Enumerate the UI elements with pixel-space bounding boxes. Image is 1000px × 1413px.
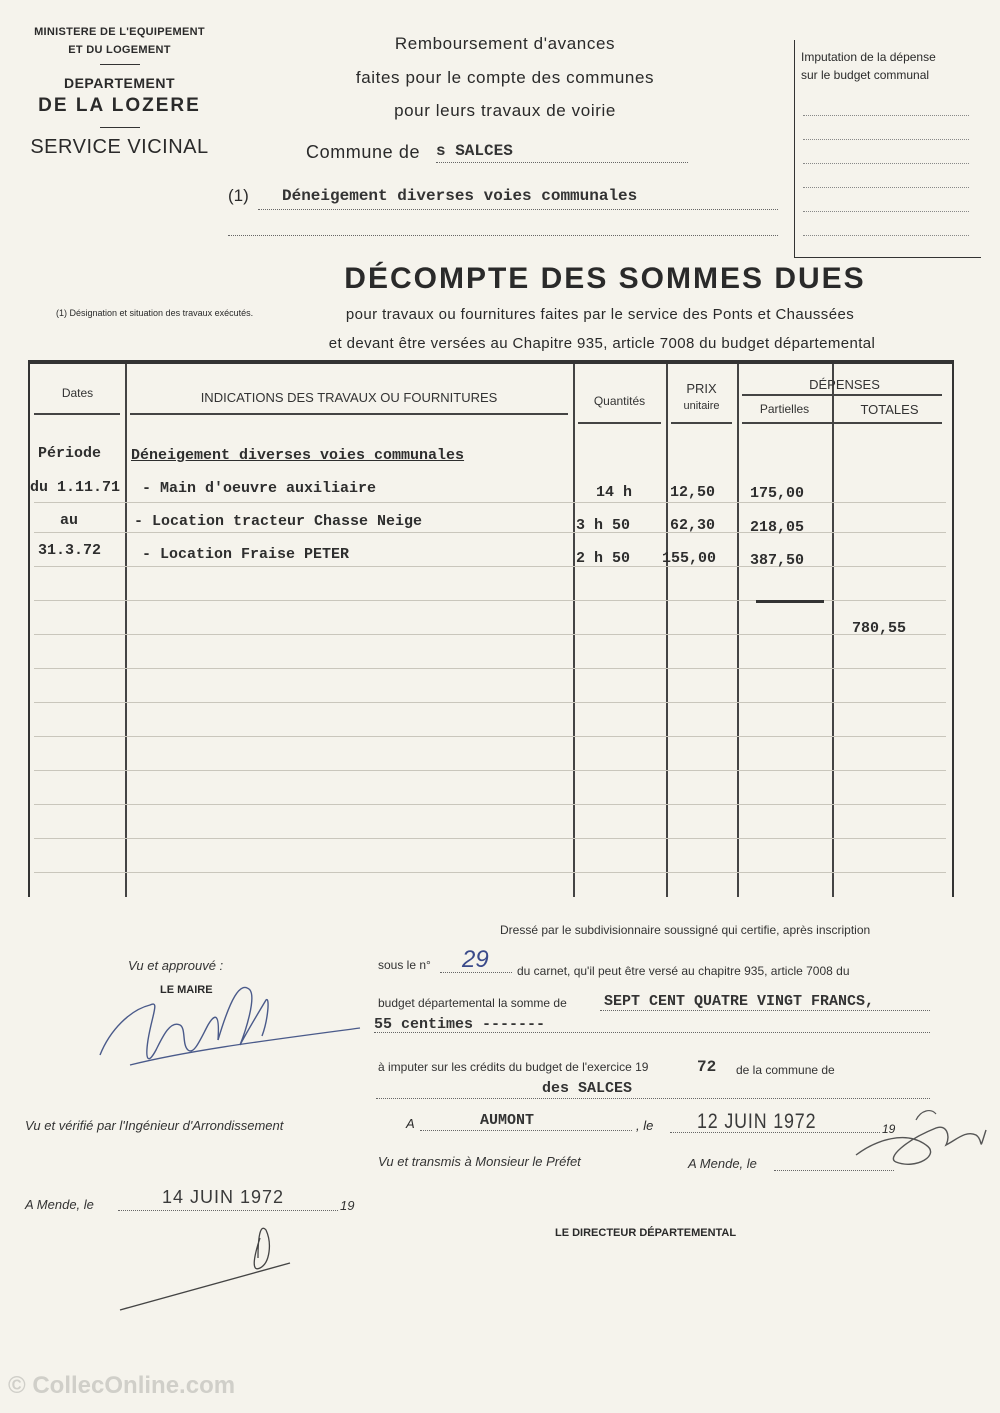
row-indication: - Location Fraise PETER xyxy=(142,546,350,563)
vu-approuve: Vu et approuvé : xyxy=(128,958,224,973)
row-prix: 12,50 xyxy=(670,484,716,501)
expenses-table xyxy=(28,360,954,897)
row-prix: 155,00 xyxy=(662,550,717,567)
row-partielle: 218,05 xyxy=(750,519,805,536)
amount-words: SEPT CENT QUATRE VINGT FRANCS, xyxy=(604,993,875,1010)
header-line3: pour leurs travaux de voirie xyxy=(394,101,616,120)
budget-label: budget départemental la somme de xyxy=(378,996,567,1010)
ruling xyxy=(34,838,946,839)
amount-words-2: 55 centimes ------- xyxy=(374,1016,546,1033)
header-prix: PRIX xyxy=(686,381,717,396)
row-date: au xyxy=(60,512,79,529)
service-label: SERVICE VICINAL xyxy=(30,136,209,158)
ministry-block xyxy=(22,26,217,159)
ruling xyxy=(34,736,946,737)
col-divider xyxy=(573,364,575,897)
signature-directeur xyxy=(846,1100,996,1180)
commune-dotline xyxy=(436,162,688,163)
imputation-line xyxy=(803,138,969,140)
carnet-number: 29 xyxy=(462,946,489,973)
departement-label: DEPARTEMENT xyxy=(63,75,176,91)
imputation-line xyxy=(803,114,969,116)
left-date-stamp: 14 JUIN 1972 xyxy=(162,1187,285,1207)
ruling xyxy=(34,702,946,703)
grand-total: 780,55 xyxy=(852,620,907,637)
row-quantite: 2 h 50 xyxy=(576,550,631,567)
header-rule xyxy=(671,422,732,424)
commune-de-label: de la commune de xyxy=(736,1063,835,1077)
watermark: © CollecOnline.com xyxy=(8,1372,236,1399)
header-rule xyxy=(130,413,568,415)
imputation-bottom-rule xyxy=(795,257,981,259)
cert-sous-le-no: sous le n° xyxy=(378,958,431,972)
ministry-line2: ET DU LOGEMENT xyxy=(68,44,171,56)
header-rule xyxy=(34,413,120,415)
lozere-label: DE LA LOZERE xyxy=(38,95,201,116)
row-date: Période xyxy=(38,445,102,462)
subtitle-line1: pour travaux ou fournitures faites par le service des Ponts et Chaussées xyxy=(345,306,855,323)
header-rule xyxy=(578,422,661,424)
cert-line2: du carnet, qu'il peut être versé au chapitre 935, article 7008 du xyxy=(517,964,850,978)
signature-maire xyxy=(90,970,370,1080)
row-date: du 1.11.71 xyxy=(30,479,121,496)
row-indication: - Location tracteur Chasse Neige xyxy=(134,513,423,530)
header-depenses: DÉPENSES xyxy=(809,377,880,392)
ministry-line1: MINISTERE DE L'EQUIPEMENT xyxy=(34,26,205,38)
row-quantite: 14 h xyxy=(596,484,633,501)
header-line2: faites pour le compte des communes xyxy=(355,68,655,87)
commune-dotline-2 xyxy=(376,1098,930,1099)
footnote: (1) Désignation et situation des travaux exécutés. xyxy=(56,308,254,318)
cert-commune: des SALCES xyxy=(542,1080,633,1097)
row-quantite: 3 h 50 xyxy=(576,517,631,534)
signature-ingenieur xyxy=(110,1218,310,1318)
subtotal-rule xyxy=(756,600,824,603)
works-value: Déneigement diverses voies communales xyxy=(282,187,638,205)
le-maire: LE MAIRE xyxy=(160,984,213,996)
ruling xyxy=(34,770,946,771)
imputer-label: à imputer sur les crédits du budget de l'exercice 19 xyxy=(378,1060,649,1074)
document-title: DÉCOMPTE DES SOMMES DUES xyxy=(344,262,866,295)
imputation-box xyxy=(794,40,981,258)
works-dotline xyxy=(258,209,778,210)
row-indication: - Main d'oeuvre auxiliaire xyxy=(142,480,377,497)
works-dotline-2 xyxy=(228,235,778,236)
commune-value: s SALCES xyxy=(436,142,513,160)
row-indication: Déneigement diverses voies communales xyxy=(131,447,465,464)
imputation-line xyxy=(803,234,969,236)
header-line1: Remboursement d'avances xyxy=(394,34,616,53)
row-partielle: 175,00 xyxy=(750,485,805,502)
amount-dotline-2 xyxy=(374,1032,930,1033)
amount-dotline xyxy=(600,1010,930,1011)
row-date: 31.3.72 xyxy=(38,542,102,559)
directeur-label: LE DIRECTEUR DÉPARTEMENTAL xyxy=(555,1227,737,1239)
row-prix: 62,30 xyxy=(670,517,716,534)
header-rule xyxy=(742,422,942,424)
carnet-dotline xyxy=(440,972,512,973)
imputation-title-1: Imputation de la dépense xyxy=(801,50,936,64)
exercice-year: 72 xyxy=(697,1058,717,1076)
header-partielles: Partielles xyxy=(759,402,810,416)
left-year-prefix: 19 xyxy=(340,1198,355,1213)
ruling xyxy=(34,872,946,873)
a-label: A xyxy=(406,1116,415,1131)
left-date-dotline xyxy=(118,1210,338,1211)
ruling xyxy=(34,634,946,635)
ruling xyxy=(34,532,946,533)
vu-transmis: Vu et transmis à Monsieur le Préfet xyxy=(378,1154,581,1169)
cert-line1: Dressé par le subdivisionnaire soussigné qui certifie, après inscription xyxy=(500,923,871,937)
row-partielle: 387,50 xyxy=(750,552,805,569)
note-marker: (1) xyxy=(228,186,249,205)
header-dates: Dates xyxy=(61,386,94,400)
imputation-line xyxy=(803,210,969,212)
divider xyxy=(100,127,140,128)
header-unitaire: unitaire xyxy=(683,400,720,412)
year-prefix: 19 xyxy=(882,1122,896,1136)
col-divider xyxy=(737,364,739,897)
imputation-line xyxy=(803,162,969,164)
col-divider xyxy=(832,364,834,897)
a-mende-left: A Mende, le xyxy=(25,1197,94,1212)
depenses-rule xyxy=(742,394,942,396)
col-divider xyxy=(125,364,127,897)
commune-label: Commune de xyxy=(306,142,421,162)
ruling xyxy=(34,566,946,567)
imputation-title-2: sur le budget communal xyxy=(801,68,930,82)
le-label: , le xyxy=(636,1118,654,1133)
header-quantites: Quantités xyxy=(593,394,646,408)
ruling xyxy=(34,668,946,669)
ruling xyxy=(34,502,946,503)
ruling xyxy=(34,804,946,805)
place-value: AUMONT xyxy=(480,1112,535,1129)
divider xyxy=(100,64,140,65)
header-indications: INDICATIONS DES TRAVAUX OU FOURNITURES xyxy=(200,390,498,405)
subtitle-line2: et devant être versées au Chapitre 935, article 7008 du budget départemental xyxy=(328,335,876,352)
vu-verifie: Vu et vérifié par l'Ingénieur d'Arrondissement xyxy=(25,1118,284,1133)
a-mende-right: A Mende, le xyxy=(688,1156,757,1171)
date-stamp: 12 JUIN 1972 xyxy=(697,1110,817,1133)
place-dotline xyxy=(420,1130,632,1131)
header-totales: TOTALES xyxy=(860,402,919,417)
imputation-line xyxy=(803,186,969,188)
col-divider xyxy=(666,364,668,897)
